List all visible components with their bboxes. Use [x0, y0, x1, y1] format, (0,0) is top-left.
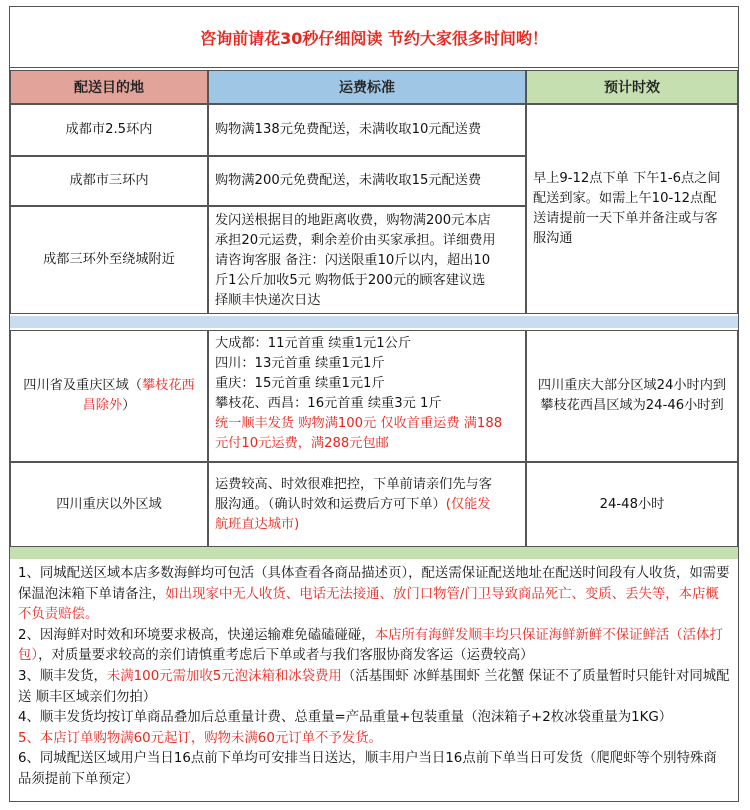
destination-exception: 攀枝花西昌除外 — [82, 378, 195, 413]
time-line: 配送到家。如需上午10-12点配 — [533, 191, 717, 206]
header-fee: 运费标准 — [208, 70, 526, 104]
fee-line-highlight: 统一顺丰发货 购物满100元 仅收首重运费 满188 — [215, 416, 503, 431]
page-title: 咨询前请花30秒仔细阅读 节约大家很多时间哟！ — [200, 28, 548, 48]
note-highlight: 如出现家中无人收货、电话无法接通、放门口物管/门卫导致商品死亡、变质 — [165, 586, 612, 602]
fee-line: 斤1公斤加收5元 购物低于200元的顾客建议选 — [215, 273, 486, 288]
divider — [10, 67, 738, 68]
fee-note-highlight: (仅能发 — [445, 496, 491, 512]
fee-chengdu-2-5-ring: 购物满138元免费配送，未满收取10元配送费 — [208, 104, 526, 156]
destination-text-end: ） — [122, 398, 136, 413]
note-text: 3、顺丰发货， — [18, 668, 107, 684]
fee-line: 请咨询客服 备注：闪送限重10斤以内，超出10 — [215, 253, 491, 268]
time-line: 送请提前一天下单并备注或与客 — [533, 211, 718, 226]
fee-sichuan-chongqing — [208, 330, 526, 462]
time-line: 攀枝花西昌区域为24-46小时到 — [540, 398, 724, 413]
note-text: 6、同城配送区域用户当日16点前下单均可安排当日送达，顺丰用户当日16点前下单当日可发货（爬爬虾等个别 — [18, 751, 677, 767]
note-text: 2、因海鲜对时效和环境要求极高，快递运输难免磕磕碰碰， — [18, 627, 375, 643]
note-highlight: 未满100元需加收5元泡沫箱和冰袋费用 — [106, 668, 342, 684]
time-line: 早上9-12点下单 下午1-6点之间 — [533, 171, 721, 186]
fee-line: 四川：13元首重 续重1元1斤 — [215, 356, 385, 371]
fee-line: 发闪送根据目的地距离收费，购物满200元本店 — [215, 213, 491, 228]
note-2 — [18, 626, 730, 667]
note-text: 特殊商品须提前下单预定） — [18, 751, 717, 787]
note-text: 对同城配送 顺丰区域亲们勿拍） — [18, 668, 730, 705]
note-highlight: （活体打包） — [18, 627, 723, 664]
note-5: 5、本店订单购物满60元起订，购物未满60元订单不予发货。 — [18, 730, 382, 746]
note-text: ，对质量要求较高的亲们请慎重考虑后下单或者与我们客服协商发客运（运费较高） — [38, 648, 534, 664]
fee-chengdu-3-ring: 购物满200元免费配送，未满收取15元配送费 — [208, 156, 526, 206]
fee-line: 择顺丰快递次日达 — [215, 293, 321, 308]
section-separator — [10, 547, 738, 559]
fee-line: 攀枝花、西昌：16元首重 续重3元 1斤 — [215, 396, 442, 411]
destination-ring-road: 成都三环外至绕城附近 — [10, 206, 208, 314]
fee-note-highlight: 航班直达城市) — [215, 516, 300, 532]
fee-line: 重庆：15元首重 续重1元1斤 — [215, 376, 385, 391]
note-text: 1、同城配送区域本店多数海鲜均可包活（具体查看各商品描述页），配送需保证配送地址在配送时间段有人收 — [18, 566, 663, 581]
time-line: 服沟通 — [533, 231, 573, 246]
fee-line-highlight: 元付10元运费，满288元包邮 — [215, 436, 389, 451]
destination-chengdu-3-ring: 成都市三环内 — [10, 156, 208, 206]
fee-line: 运费较高、时效很难把控，下单前请亲们先与客 — [215, 476, 492, 492]
section-separator — [10, 316, 738, 328]
destination-sichuan-chongqing — [10, 330, 208, 462]
note-4: 4、顺丰发货均按订单商品叠加后总重量计费、总重量=产品重量+包装重量（泡沫箱子+2枚冰袋重量为1KG） — [18, 710, 673, 726]
fee-line: 大成都：11元首重 续重1元1公斤 — [215, 336, 412, 351]
note-text: （活基围虾 冰鲜基围虾 兰花蟹 保证不了质量暂时只能针 — [341, 668, 676, 684]
header-destination: 配送目的地 — [10, 70, 208, 104]
time-line: 四川重庆大部分区域24小时内到 — [537, 378, 727, 393]
notes-section — [10, 559, 738, 801]
note-3 — [18, 667, 730, 708]
fee-line: 承担20元运费，剩余差价由买家承担。详细费用 — [215, 233, 496, 248]
note-highlight: 、丢失等，本店概不负责赔偿。 — [18, 586, 719, 623]
fee-line: 服沟通。（确认时效和运费后方可下单） — [215, 496, 446, 512]
note-6 — [18, 749, 730, 790]
time-outside: 24-48小时 — [526, 462, 738, 547]
time-sichuan-chongqing — [526, 330, 738, 462]
note-highlight: 本店所有海鲜发顺丰均只保证海鲜新鲜不保证鲜活 — [374, 627, 670, 643]
destination-outside: 四川重庆以外区域 — [10, 462, 208, 547]
fee-outside — [208, 462, 526, 547]
time-local — [526, 104, 738, 314]
header-time: 预计时效 — [526, 70, 738, 104]
destination-text: 四川省及重庆区域（ — [23, 378, 142, 393]
note-text: 货，如需要保温泡沫箱下单请备注， — [18, 566, 730, 602]
fee-ring-road — [208, 206, 526, 314]
destination-chengdu-2-5-ring: 成都市2.5环内 — [10, 104, 208, 156]
note-1 — [18, 564, 730, 626]
